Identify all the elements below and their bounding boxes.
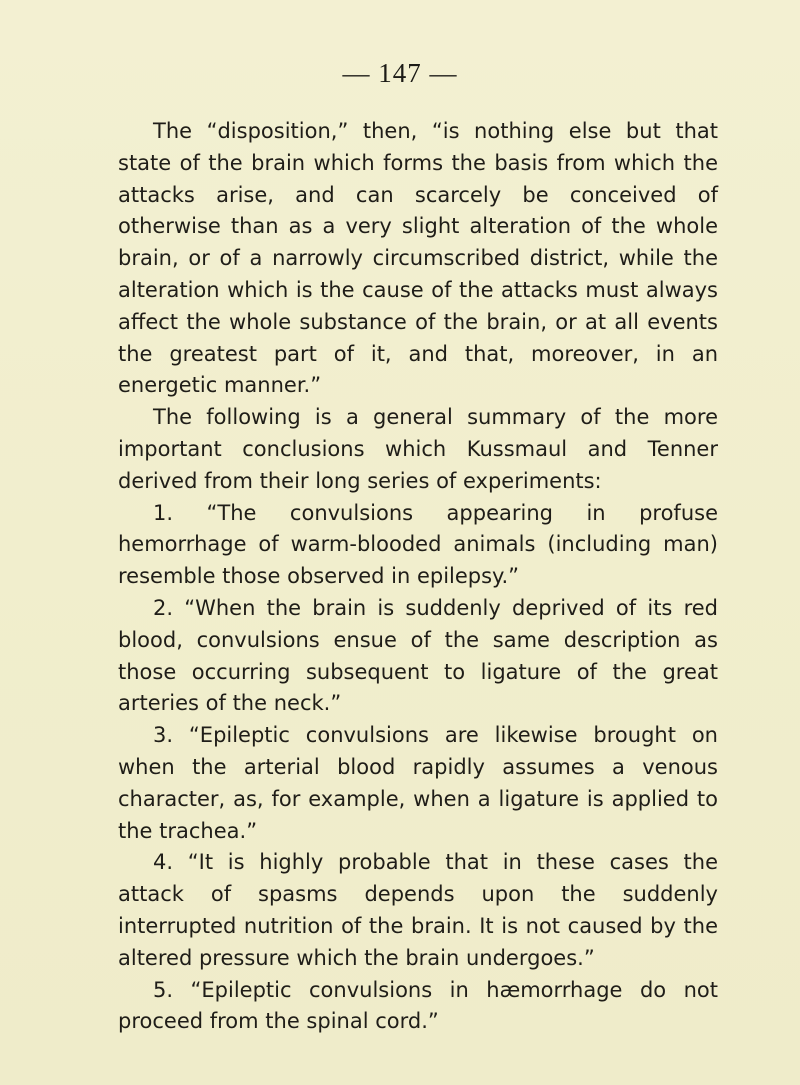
- page-number: — 147 —: [342, 58, 458, 88]
- paragraph-summary-intro: The following is a general summary of the more important conclusions which Kussmaul and Tenner derived from their long series of experiments:: [118, 405, 718, 493]
- paragraph-conclusion-4: 4. “It is highly probable that in these cases the attack of spasms depends upon the suddenly interrupted nutrition of the brain. It is not caused by the altered pressure which the brain undergoes.”: [118, 850, 718, 970]
- paragraph-disposition: The “disposition,” then, “is nothing else but that state of the brain which forms the basis from which the attacks arise, and can scarcely be conceived of otherwise than as a very slight alteration of the whole brain, or of a narrowly circumscribed district, while the alteration which is the cause of the attacks must always affect the whole substance of the brain, or at all events the greatest part of it, and that, moreover, in an energetic manner.”: [118, 119, 718, 398]
- paragraph-conclusion-3: 3. “Epileptic convulsions are likewise brought on when the arterial blood rapidly assumes a venous character, as, for example, when a ligature is applied to the trachea.”: [118, 723, 718, 843]
- paragraph-conclusion-2: 2. “When the brain is suddenly deprived of its red blood, convulsions ensue of the same description as those occurring subsequent to ligature of the great arteries of the neck.”: [118, 595, 718, 716]
- paragraph-conclusion-5: 5. “Epileptic convulsions in hæmorrhage do not proceed from the spinal cord.”: [118, 977, 718, 1034]
- paragraph-conclusion-1: 1. “The convulsions appearing in profuse hemorrhage of warm-blooded animals (including man) resemble those observed in epilepsy.”: [118, 500, 718, 589]
- body-text: [118, 116, 718, 1038]
